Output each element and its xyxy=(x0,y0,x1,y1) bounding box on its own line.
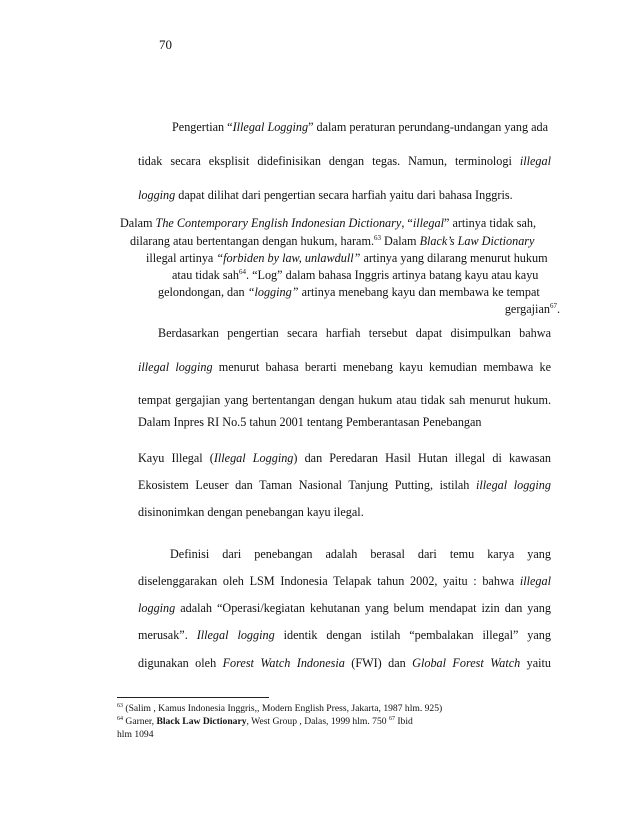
term-logging: logging xyxy=(138,188,176,202)
p5-line2 xyxy=(138,574,551,588)
dictionary-title: Black’s Law Dictionary xyxy=(419,234,535,248)
text: Dalam xyxy=(381,234,420,248)
term-illegal: illegal xyxy=(519,154,551,168)
text: yaitu xyxy=(520,656,551,670)
text: adalah “Operasi/kegiatan kehutanan yang belum mendapat izin dan yang xyxy=(175,601,551,615)
p2-line5 xyxy=(158,285,540,299)
p5-line1 xyxy=(170,547,551,561)
p5-line5 xyxy=(138,656,551,670)
text: Berdasarkan pengertian secara harfiah tersebut dapat disimpulkan bahwa xyxy=(158,326,551,340)
text: (FWI) dan xyxy=(344,656,413,670)
text: Kayu Illegal ( xyxy=(138,451,214,465)
text: . xyxy=(556,302,560,316)
text: disinonimkan dengan penebangan kayu ilegal. xyxy=(138,505,364,519)
term-illegal: illegal xyxy=(519,574,551,588)
text: tidak secara eksplisit didefinisikan dengan tegas. Namun, terminologi xyxy=(138,154,520,168)
text: identik dengan istilah “pembalakan illegal” yang xyxy=(274,628,551,642)
footnote-text: (Salim , Kamus Indonesia Inggris,, Modern English Press, Jakarta, 1987 hlm. 925) xyxy=(123,703,443,714)
text: menurut bahasa berarti menebang kayu kemudian membawa ke xyxy=(212,360,551,374)
p4-line1 xyxy=(138,451,551,465)
book-title: Black Law Dictionary xyxy=(156,716,247,727)
org-fwi: Forest Watch Indonesia xyxy=(222,656,345,670)
term-illegal-logging: illegal logging xyxy=(138,360,213,374)
footnote-text: , West Group , Dalas, 1999 hlm. 750 xyxy=(246,716,389,727)
p5-line4 xyxy=(138,628,551,642)
text: ” dalam peraturan perundang-undangan yang ada xyxy=(308,120,548,134)
footnote-ref[interactable]: 63 xyxy=(374,233,381,242)
text: , “ xyxy=(401,216,413,230)
p3-line4 xyxy=(138,415,482,429)
p4-line3 xyxy=(138,505,364,519)
footnote-text: Ibid xyxy=(394,716,413,727)
footnote-number: 64 xyxy=(117,715,123,722)
text: gelondongan, dan xyxy=(158,285,248,299)
footnote-text: Garner, xyxy=(123,716,157,727)
text: dapat dilihat dari pengertian secara harfiah yaitu dari bahasa Inggris. xyxy=(175,188,513,202)
text: merusak”. xyxy=(138,628,197,642)
term-illegal-logging: Illegal Logging xyxy=(232,120,309,134)
text: Dalam Inpres RI No.5 tahun 2001 tentang Pemberantasan Penebangan xyxy=(138,415,482,429)
text: artinya menebang kayu dan membawa ke tempat xyxy=(298,285,540,299)
footnote-ref[interactable]: 64 xyxy=(239,267,247,276)
p1-line2 xyxy=(138,154,551,168)
text: gergajian xyxy=(504,302,550,316)
text: atau tidak sah xyxy=(172,268,240,282)
term-illegal-logging: Illegal logging xyxy=(196,628,275,642)
term-logging: “logging” xyxy=(247,285,299,299)
p4-line2 xyxy=(138,478,551,492)
p1-line3 xyxy=(138,188,513,202)
p2-line6 xyxy=(505,302,560,316)
footnote-number: 63 xyxy=(117,702,123,709)
text: illegal artinya xyxy=(146,251,217,265)
term-logging: logging xyxy=(138,601,176,615)
text: artinya yang dilarang menurut hukum xyxy=(360,251,548,265)
footnote-number: 67 xyxy=(388,715,395,722)
dictionary-title: The Contemporary English Indonesian Dictionary xyxy=(155,216,402,230)
text: Pengertian “ xyxy=(172,120,233,134)
text: ” artinya tidak sah, xyxy=(443,216,537,230)
p2-line4 xyxy=(172,268,538,282)
footnote-67-cont xyxy=(117,729,154,740)
text: ) dan Peredaran Hasil Hutan illegal di kawasan xyxy=(293,451,551,465)
text: . “Log” dalam bahasa Inggris artinya batang kayu atau kayu xyxy=(246,268,539,282)
footnote-64 xyxy=(117,716,413,727)
p2-line3 xyxy=(146,251,548,265)
text: dilarang atau bertentangan dengan hukum, haram. xyxy=(130,234,374,248)
term-illegal: illegal xyxy=(412,216,444,230)
term-illegal-logging: Illegal Logging xyxy=(213,451,294,465)
text: Definisi dari penebangan adalah berasal dari temu karya yang xyxy=(170,547,551,561)
p3-line2 xyxy=(138,360,551,374)
org-gfw: Global Forest Watch xyxy=(412,656,521,670)
footnote-text: hlm 1094 xyxy=(117,729,154,740)
text: diselenggarakan oleh LSM Indonesia Telapak tahun 2002, yaitu : bahwa xyxy=(138,574,520,588)
quoted-definition: “forbiden by law, unlawdull” xyxy=(216,251,361,265)
p5-line3 xyxy=(138,601,551,615)
text: tempat gergajian yang bertentangan dengan hukum atau tidak sah menurut hukum. xyxy=(138,393,551,407)
p3-line3 xyxy=(138,393,551,407)
page-number: 70 xyxy=(159,37,172,52)
text: Dalam xyxy=(120,216,156,230)
p2-line1 xyxy=(120,216,536,230)
term-illegal-logging: illegal logging xyxy=(476,478,551,492)
footnote-ref[interactable]: 67 xyxy=(549,301,557,310)
text: digunakan oleh xyxy=(138,656,223,670)
footnote-63 xyxy=(117,703,442,714)
p3-line1 xyxy=(158,326,551,340)
footnote-divider xyxy=(117,697,269,698)
p1-line1 xyxy=(172,120,548,134)
text: Ekosistem Leuser dan Taman Nasional Tanjung Putting, istilah xyxy=(138,478,476,492)
p2-line2 xyxy=(130,234,534,248)
